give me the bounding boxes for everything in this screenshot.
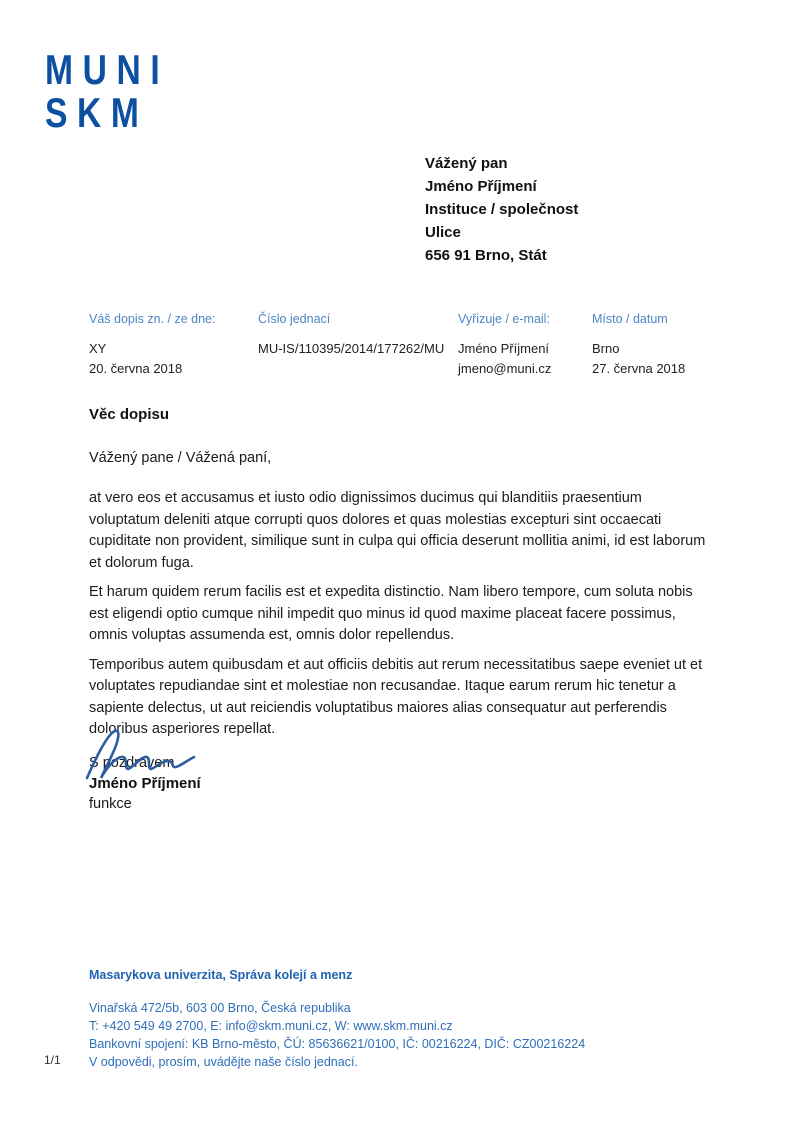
recipient-name-line: Jméno Příjmení	[425, 178, 537, 195]
ref-column-place-date	[592, 309, 685, 379]
footer-contact-line: T: +420 549 49 2700, E: info@skm.muni.cz, W: www.skm.muni.cz	[89, 1019, 453, 1033]
closing-phrase: S pozdravem	[89, 754, 175, 771]
footer-organization: Masarykova univerzita, Správa kolejí a menz	[89, 968, 353, 982]
recipient-salutation-line: Vážený pan	[425, 155, 508, 172]
ref-value-handler-name: Jméno Příjmení	[458, 341, 550, 356]
ref-value-your-letter-no: XY	[89, 341, 107, 356]
signer-role: funkce	[89, 796, 132, 812]
logo-line-skm: SKM	[45, 89, 149, 136]
ref-column-file-number	[258, 309, 444, 359]
body-paragraph-3: Temporibus autem quibusdam et aut officiis debitis aut rerum necessitatibus saepe eveniet ut et voluptates repudiandae sint et molestiae non recusandae. Itaque earum rerum hic tenetur a sapiente delectus, ut aut reiciendis voluptatibus maiores alias consequatur aut perferendis doloribus asperiores repellat.	[89, 656, 703, 737]
body-paragraph-1: at vero eos et accusamus et iusto odio dignissimos ducimus qui blanditiis praesentium voluptatum deleniti atque corrupti quos dolores et quas molestias excepturi sint occaecati cupiditate non provident, similique sunt in culpa qui officia deserunt mollitia animi, id est laborum et dolorum fuga.	[89, 490, 706, 571]
ref-value-handler-email: jmeno@muni.cz	[458, 361, 552, 376]
body-paragraph-2: Et harum quidem rerum facilis est et expedita distinctio. Nam libero tempore, cum soluta nobis est eligendi optio cumque nihil impedit quo minus id quod maxime placeat facere possimus, omnis voluptas assumenda est, omnis dolor repellendus.	[89, 584, 693, 643]
ref-label-your-letter: Váš dopis zn. / ze dne:	[89, 312, 216, 326]
letter-subject: Věc dopisu	[89, 406, 170, 423]
logo-line-muni: MUNI	[45, 46, 170, 93]
footer-contact-block	[89, 999, 585, 1071]
ref-label-handled-by: Vyřizuje / e-mail:	[458, 312, 550, 326]
ref-value-date: 27. června 2018	[592, 361, 686, 376]
recipient-city-line: 656 91 Brno, Stát	[425, 247, 547, 264]
ref-label-place-date: Místo / datum	[592, 312, 668, 326]
ref-value-your-letter-date: 20. června 2018	[89, 361, 183, 376]
page-number: 1/1	[44, 1053, 61, 1067]
ref-value-place: Brno	[592, 341, 620, 356]
recipient-street-line: Ulice	[425, 224, 461, 241]
signer-name: Jméno Příjmení	[89, 775, 201, 792]
muni-skm-logo	[45, 48, 169, 134]
footer-bank-line: Bankovní spojení: KB Brno-město, ČÚ: 85636621/0100, IČ: 00216224, DIČ: CZ00216224	[89, 1037, 586, 1051]
ref-column-your-letter	[89, 309, 215, 379]
ref-column-handled-by	[458, 309, 551, 379]
ref-label-file-number: Číslo jednací	[258, 312, 331, 326]
footer-note-line: V odpovědi, prosím, uvádějte naše číslo jednací.	[89, 1055, 358, 1069]
footer-address-line: Vinařská 472/5b, 603 00 Brno, Česká republika	[89, 1001, 351, 1015]
ref-value-file-number: MU-IS/110395/2014/177262/MU	[258, 341, 445, 356]
letter-salutation: Vážený pane / Vážená paní,	[89, 450, 272, 466]
recipient-address-block	[425, 152, 578, 267]
recipient-institution-line: Instituce / společnost	[425, 201, 579, 218]
